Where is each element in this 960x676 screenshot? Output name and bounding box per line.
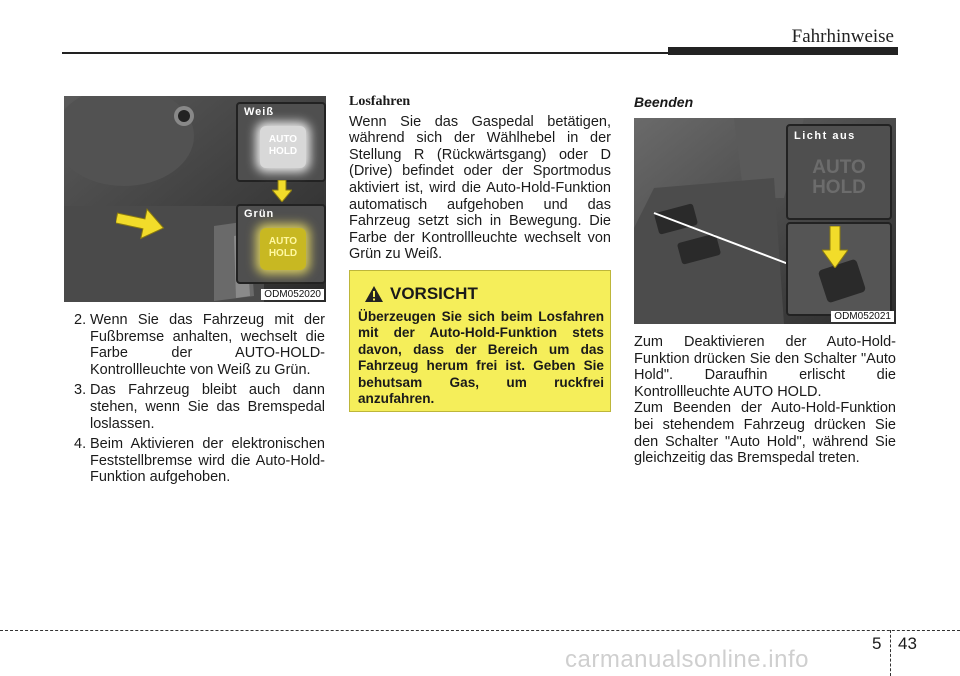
header-bar xyxy=(668,47,898,55)
step-text: Beim Aktivieren der elektronischen Feststellbremse wird die Auto-Hold-Funktion aufgehoben. xyxy=(90,436,325,486)
watermark: carmanualsonline.info xyxy=(565,646,809,673)
switch-panel xyxy=(786,222,892,316)
list-item xyxy=(76,436,325,486)
steps-list xyxy=(76,312,325,486)
section-heading: Beenden xyxy=(634,94,694,110)
page-number: 43 xyxy=(898,634,917,653)
auto-hold-indicator-white xyxy=(260,126,306,168)
footer-rule xyxy=(0,630,960,631)
press-arrow-icon xyxy=(822,226,848,268)
indicator-panel-green xyxy=(236,204,326,284)
indicator-panel-white xyxy=(236,102,326,182)
section-heading: Losfahren xyxy=(349,94,411,109)
label-green: Grün xyxy=(244,208,275,220)
section-paragraph: Zum Beenden der Auto-Hold-Funktion bei stehendem Fahrzeug drücken Sie den Schalter "Auto Hold", während Sie gleichzeitig das Bremspedal treten. xyxy=(634,400,896,467)
auto-hold-indicator-green xyxy=(260,228,306,270)
label-off: Licht aus xyxy=(794,130,856,142)
step-number: 4. xyxy=(74,436,87,453)
step-text: Wenn Sie das Fahrzeug mit der Fußbremse anhalten, wechselt die Farbe der AUTO-HOLD-Kontrollleuchte von Weiß zu Grün. xyxy=(90,312,325,378)
indicator-line-2: HOLD xyxy=(268,248,298,259)
right-heading-wrap xyxy=(634,94,896,119)
step-text: Das Fahrzeug bleibt auch dann stehen, wenn Sie das Bremspedal loslassen. xyxy=(90,382,325,432)
step-number: 2. xyxy=(74,312,87,328)
indicator-line-2: HOLD xyxy=(812,177,866,198)
step-number: 3. xyxy=(74,382,87,399)
auto-hold-switch-figure xyxy=(634,118,896,324)
warning-icon xyxy=(364,285,384,303)
list-item xyxy=(76,382,325,432)
transition-arrow-icon xyxy=(272,180,292,207)
header-rule xyxy=(62,52,668,54)
label-white: Weiß xyxy=(244,106,275,118)
auto-hold-indicator-off xyxy=(808,152,870,206)
chapter-number: 5 xyxy=(872,634,882,653)
pedal-arrow-icon xyxy=(116,206,166,245)
section-paragraph: Zum Deaktivieren der Auto-Hold-Funktion drücken Sie den Schalter "Auto Hold". Daraufhin erlischt die Kontrollleuchte AUTO HOLD. xyxy=(634,334,896,400)
page-header-title: Fahrhinweise xyxy=(791,26,894,47)
section-paragraph: Wenn Sie das Gaspedal betätigen, während sich der Wählhebel in der Stellung R (Rückwärtsgang) oder D (Drive) befindet oder der Sportmodus aktiviert ist, wird die Auto-Hold-Funktion automatisch aufgehoben und das Fahrzeug setzt sich in Bewegung. Die Farbe der Kontrollleuchte wechselt von Grün zu Weiß. xyxy=(349,113,611,263)
indicator-line-1: AUTO xyxy=(268,236,298,247)
caution-title: VORSICHT xyxy=(390,284,478,303)
right-column xyxy=(634,334,896,467)
indicator-line-2: HOLD xyxy=(268,146,298,157)
indicator-panel-off xyxy=(786,124,892,220)
figure-code: ODM052021 xyxy=(831,311,894,322)
list-item xyxy=(76,312,325,378)
figure-code: ODM052020 xyxy=(261,289,324,300)
caution-body: Überzeugen Sie sich beim Losfahren mit der Auto-Hold-Funktion stets davon, dass der Bereich um das Fahrzeug herum frei ist. Geben Sie behutsam Gas, um ruckfrei anzufahren. xyxy=(358,309,604,407)
auto-hold-pedal-figure xyxy=(64,96,326,302)
indicator-line-1: AUTO xyxy=(268,134,298,145)
footer-divider xyxy=(890,630,891,676)
indicator-line-1: AUTO xyxy=(812,157,866,178)
middle-column xyxy=(349,94,611,263)
left-column xyxy=(76,312,325,490)
caution-box xyxy=(349,270,611,412)
